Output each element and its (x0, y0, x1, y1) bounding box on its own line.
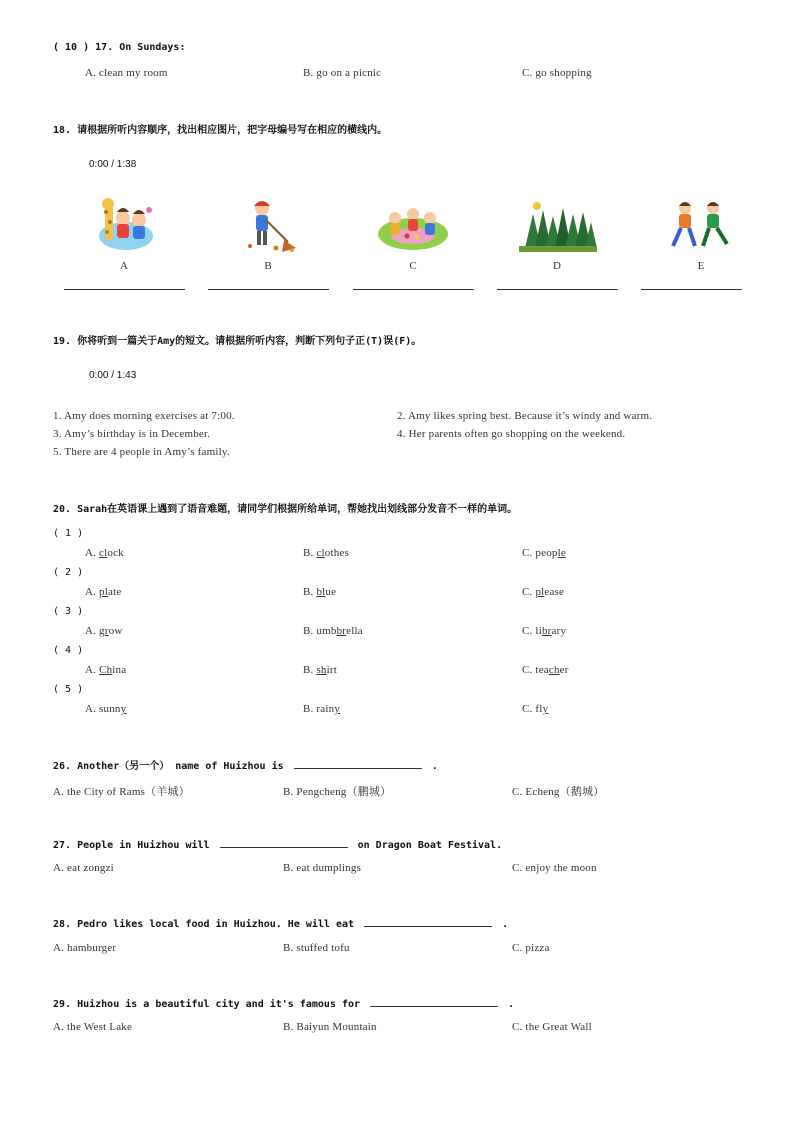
picture-label-d: D (553, 260, 561, 272)
answer-blank[interactable] (294, 758, 422, 769)
question-27-title: 27. People in Huizhou will on Dragon Boat Festival. (53, 837, 502, 851)
item-number: ( 4 ) (53, 645, 84, 656)
q28-option-b[interactable]: B. stuffed tofu (283, 942, 350, 954)
boy-sweeping-leaves-icon (240, 198, 300, 254)
answer-blank-2[interactable] (208, 289, 329, 290)
q20-4-option-a[interactable]: A. China (85, 664, 127, 676)
q20-3-option-a[interactable]: A. grow (85, 625, 123, 637)
q29-option-a[interactable]: A. the West Lake (53, 1021, 133, 1033)
boys-running-icon (667, 200, 735, 252)
picnic-kids-icon (377, 200, 449, 252)
q26-option-b[interactable]: B. Pengcheng（鹏城） (283, 786, 392, 798)
q17-option-a[interactable]: A. clean my room (85, 67, 168, 79)
answer-blank[interactable] (364, 916, 492, 927)
item-number: ( 5 ) (53, 684, 84, 695)
answer-blank[interactable] (370, 996, 498, 1007)
picture-label-b: B (264, 260, 272, 272)
q17-option-b[interactable]: B. go on a picnic (303, 67, 382, 79)
statement-4: 4. Her parents often go shopping on the weekend. (397, 428, 626, 440)
answer-blank-3[interactable] (353, 289, 474, 290)
question-number: ( 10 ) (53, 42, 90, 53)
q28-option-c[interactable]: C. pizza (512, 942, 550, 954)
q20-3-option-b[interactable]: B. umbbrella (303, 625, 363, 637)
zoo-giraffe-kids-icon (93, 196, 155, 254)
answer-blank-1[interactable] (64, 289, 185, 290)
q27-option-a[interactable]: A. eat zongzi (53, 862, 114, 874)
q20-1-option-b[interactable]: B. clothes (303, 547, 350, 559)
item-number: ( 1 ) (53, 528, 84, 539)
question-18-title: 18. 请根据所听内容顺序，找出相应图片，把字母编号写在相应的横线内。 (53, 125, 388, 136)
item-number: ( 3 ) (53, 606, 84, 617)
q20-2-option-c[interactable]: C. please (522, 586, 565, 598)
q20-1-option-c[interactable]: C. people (522, 547, 566, 559)
audio-player-time[interactable]: 0:00 / 1:38 (89, 159, 137, 170)
picture-label-e: E (697, 260, 705, 272)
q20-1-option-a[interactable]: A. clock (85, 547, 124, 559)
question-17-title (53, 42, 185, 53)
question-29-title: 29. Huizhou is a beautiful city and it's famous for . (53, 996, 514, 1010)
statement-3: 3. Amy’s birthday is in December. (53, 428, 211, 440)
statement-2: 2. Amy likes spring best. Because it’s windy and warm. (397, 410, 653, 422)
question-20-title: 20. Sarah在英语课上遇到了语音难题，请同学们根据所给单词，帮她找出划线部分发音不一样的单词。 (53, 504, 518, 515)
q20-4-option-b[interactable]: B. shirt (303, 664, 338, 676)
question-prompt: 17. On Sundays: (95, 42, 186, 53)
q26-option-c[interactable]: C. Echeng（鹅城） (512, 786, 605, 798)
answer-blank-4[interactable] (497, 289, 618, 290)
q20-5-option-c[interactable]: C. fly (522, 703, 549, 715)
q20-5-option-b[interactable]: B. rainy (303, 703, 341, 715)
item-number: ( 2 ) (53, 567, 84, 578)
q20-5-option-a[interactable]: A. sunny (85, 703, 127, 715)
q26-option-a[interactable]: A. the City of Rams（羊城） (53, 786, 190, 798)
q27-option-c[interactable]: C. enjoy the moon (512, 862, 597, 874)
picture-label-c: C (409, 260, 417, 272)
q28-option-a[interactable]: A. hamburger (53, 942, 117, 954)
statement-5: 5. There are 4 people in Amy’s family. (53, 446, 230, 458)
q27-option-b[interactable]: B. eat dumplings (283, 862, 362, 874)
q20-3-option-c[interactable]: C. library (522, 625, 567, 637)
audio-player-time[interactable]: 0:00 / 1:43 (89, 370, 137, 381)
q20-2-option-b[interactable]: B. blue (303, 586, 337, 598)
question-28-title: 28. Pedro likes local food in Huizhou. He will eat . (53, 916, 508, 930)
forest-trees-icon (519, 200, 597, 252)
picture-label-a: A (120, 260, 128, 272)
question-19-title: 19. 你将听到一篇关于Amy的短文。请根据所听内容，判断下列句子正(T)误(F)。 (53, 336, 422, 347)
q20-2-option-a[interactable]: A. plate (85, 586, 122, 598)
statement-1: 1. Amy does morning exercises at 7:00. (53, 410, 235, 422)
q29-option-c[interactable]: C. the Great Wall (512, 1021, 592, 1033)
q29-option-b[interactable]: B. Baiyun Mountain (283, 1021, 377, 1033)
answer-blank-5[interactable] (641, 289, 742, 290)
q17-option-c[interactable]: C. go shopping (522, 67, 592, 79)
answer-blank[interactable] (220, 837, 348, 848)
question-26-title: 26. Another（另一个） name of Huizhou is . (53, 757, 438, 772)
q20-4-option-c[interactable]: C. teacher (522, 664, 569, 676)
